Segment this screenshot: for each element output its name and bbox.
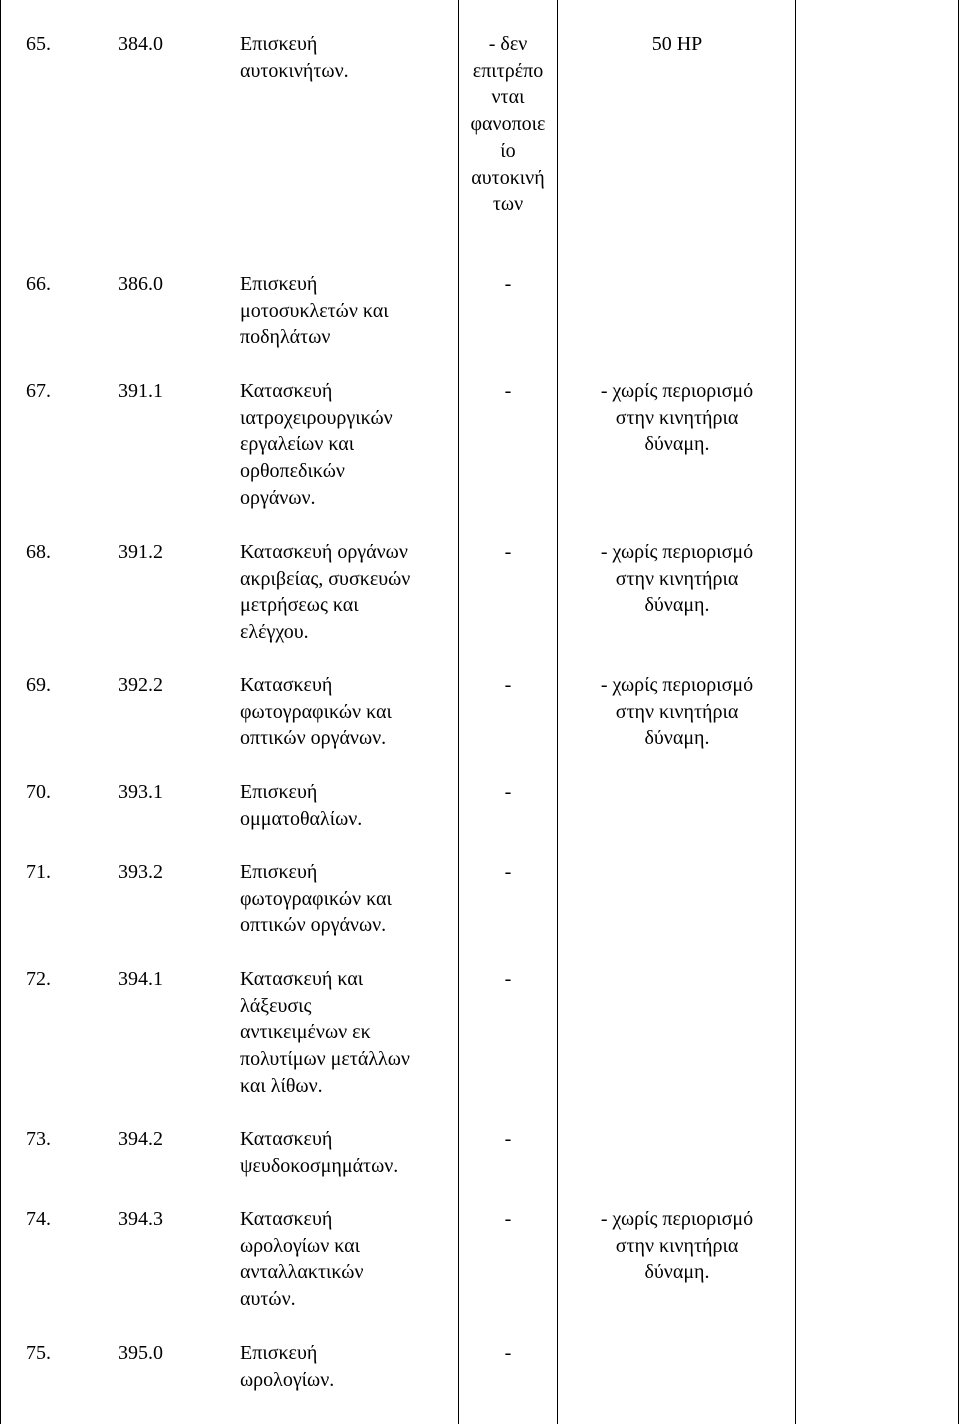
row-number: 73. (26, 1128, 51, 1150)
activity-description: Επισκευή ωρολογίων. (240, 1342, 335, 1391)
restriction-note: - (504, 861, 512, 883)
power-limit: 50 HP (651, 33, 703, 55)
activity-description: Επισκευή φωτογραφικών και οπτικών οργάνων. (240, 861, 392, 937)
power-limit: - χωρίς περιορισμό στην κινητήρια δύναμη. (600, 674, 754, 750)
row-number: 69. (26, 674, 51, 696)
activity-description: Κατασκευή ωρολογίων και ανταλλακτικών αυτών. (240, 1208, 364, 1311)
restriction-note: - (504, 781, 512, 803)
restriction-note: - (504, 380, 512, 402)
restriction-note: - (504, 1342, 512, 1364)
column-divider (458, 0, 459, 1424)
activity-code: 391.2 (118, 541, 163, 563)
activity-code: 386.0 (118, 273, 163, 295)
activity-code: 394.1 (118, 968, 163, 990)
row-number: 74. (26, 1208, 51, 1230)
restriction-note: - (504, 1208, 512, 1230)
activity-code: 394.3 (118, 1208, 163, 1230)
table-border-right (958, 0, 959, 1424)
activity-description: Κατασκευή φωτογραφικών και οπτικών οργάνων. (240, 674, 392, 750)
row-number: 71. (26, 861, 51, 883)
power-limit: - χωρίς περιορισμό στην κινητήρια δύναμη. (600, 1208, 754, 1284)
activity-description: Επισκευή μοτοσυκλετών και ποδηλάτων (240, 273, 389, 349)
row-number: 67. (26, 380, 51, 402)
row-number: 75. (26, 1342, 51, 1364)
activity-code: 394.2 (118, 1128, 163, 1150)
activity-description: Επισκευή αυτοκινήτων. (240, 33, 349, 82)
restriction-note: - (504, 968, 512, 990)
activity-code: 395.0 (118, 1342, 163, 1364)
column-divider (795, 0, 796, 1424)
row-number: 66. (26, 273, 51, 295)
activity-description: Κατασκευή οργάνων ακριβείας, συσκευών μετρήσεως και ελέγχου. (240, 541, 411, 644)
row-number: 68. (26, 541, 51, 563)
activity-description: Επισκευή ομματοθαλίων. (240, 781, 363, 830)
activity-code: 391.1 (118, 380, 163, 402)
restriction-note: - (504, 541, 512, 563)
power-limit: - χωρίς περιορισμό στην κινητήρια δύναμη. (600, 380, 754, 456)
power-limit: - χωρίς περιορισμό στην κινητήρια δύναμη. (600, 541, 754, 617)
row-number: 65. (26, 33, 51, 55)
restriction-note: - (504, 674, 512, 696)
activity-description: Κατασκευή και λάξευσις αντικειμένων εκ πολυτίμων μετάλλων και λίθων. (240, 968, 410, 1097)
restriction-note: - (504, 1128, 512, 1150)
activity-code: 392.2 (118, 674, 163, 696)
table-border-left (0, 0, 1, 1424)
activity-code: 393.1 (118, 781, 163, 803)
restriction-note: - δεν επιτρέπο νται φανοποιε ίο αυτοκινή των (470, 33, 546, 216)
activity-description: Κατασκευή ψευδοκοσμημάτων. (240, 1128, 399, 1177)
row-number: 72. (26, 968, 51, 990)
restriction-note: - (504, 273, 512, 295)
activity-description: Κατασκευή ιατροχειρουργικών εργαλείων και ορθοπεδικών οργάνων. (240, 380, 393, 509)
row-number: 70. (26, 781, 51, 803)
activity-code: 393.2 (118, 861, 163, 883)
column-divider (557, 0, 558, 1424)
activity-code: 384.0 (118, 33, 163, 55)
